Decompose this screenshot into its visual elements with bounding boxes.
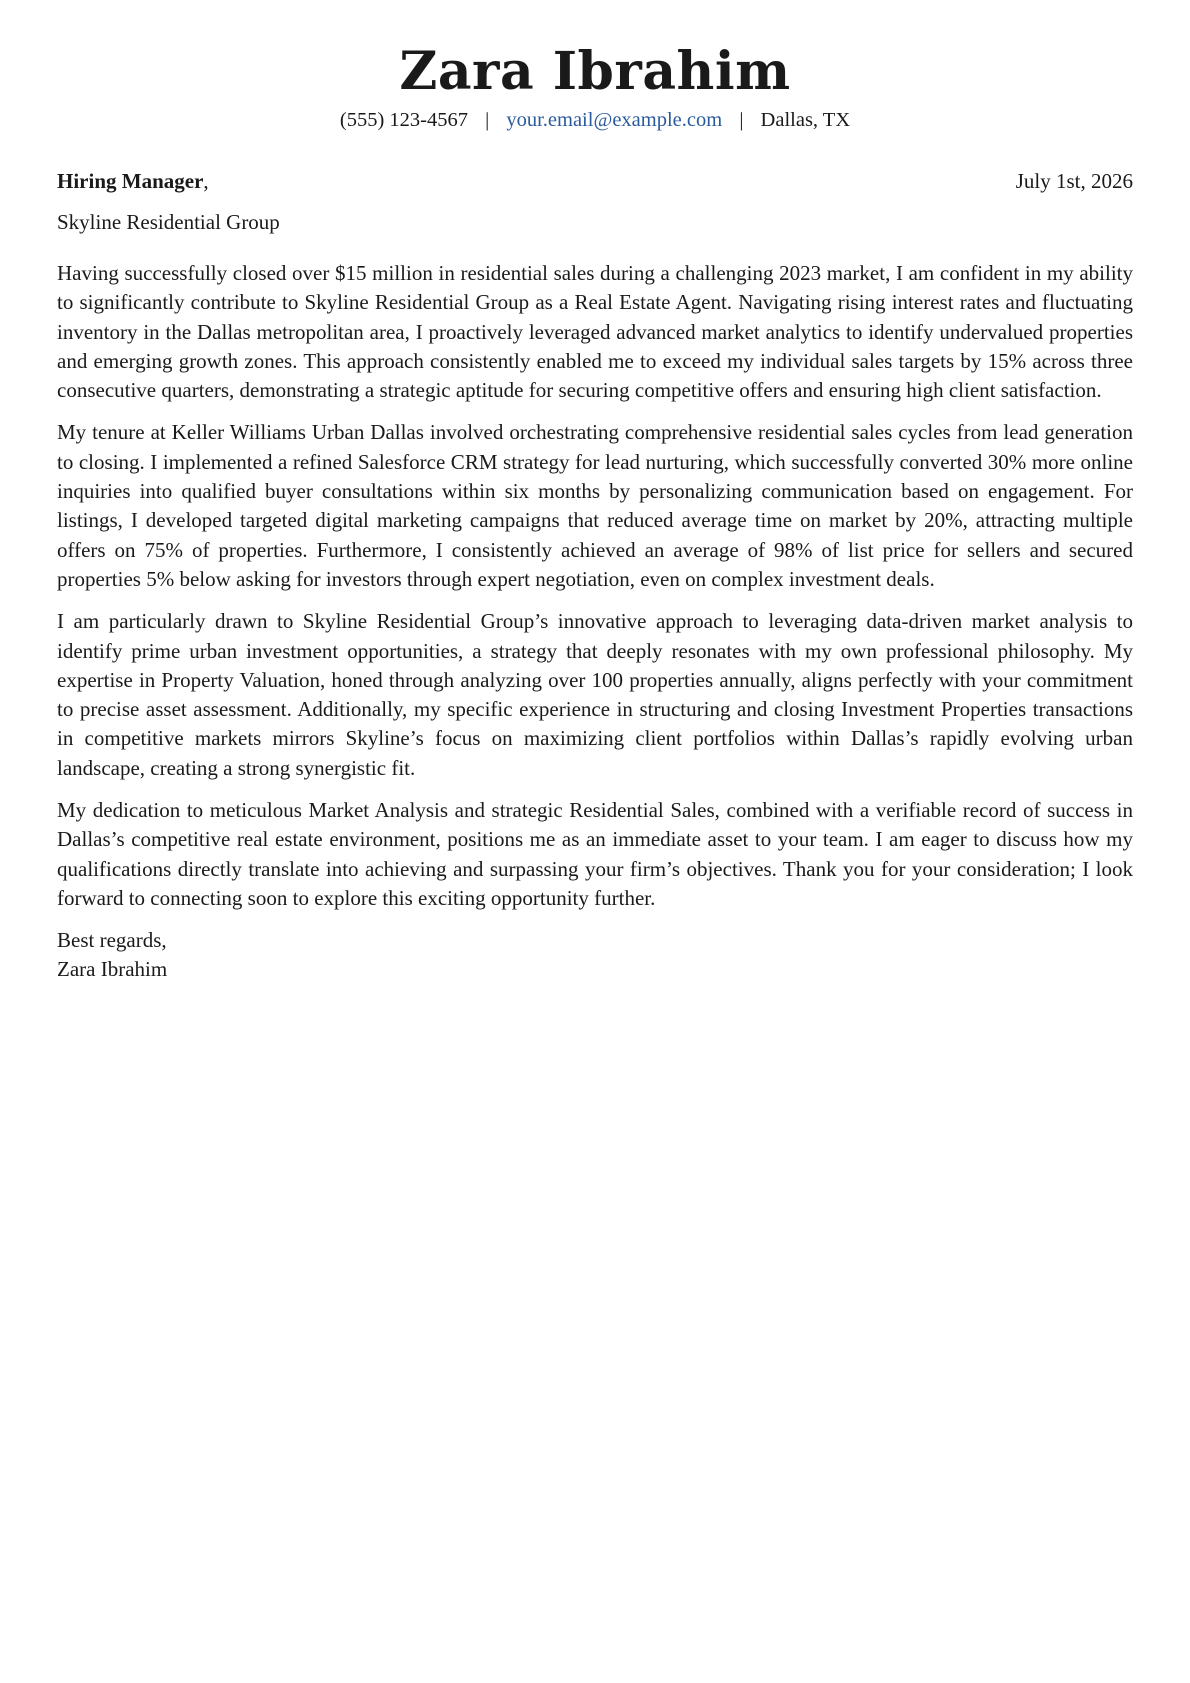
closing-salutation: Best regards, [57, 928, 167, 953]
recipient-date-row [57, 167, 1133, 195]
phone-number: (555) 123-4567 [339, 109, 468, 131]
recipient-name-suffix: , [203, 169, 209, 193]
recipient-company: Skyline Residential Group [57, 210, 280, 234]
email-link[interactable]: your.email@example.com [506, 109, 723, 131]
body-paragraph: Having successfully closed over $15 million in residential sales during a challenging 2023 market, I am confident in my ability to significantly contribute to Skyline Residential Group as a Real Estate Agent. Navigating rising interest rates and fluctuating inventory in the Dallas metropolitan area, I proactively leveraged advanced market analytics to identify undervalued properties and emerging growth zones. This approach consistently enabled me to exceed my individual sales targets by 15% across three consecutive quarters, demonstrating a strategic aptitude for securing competitive offers and ensuring high client satisfaction. [57, 261, 1133, 403]
body-paragraph: My tenure at Keller Williams Urban Dallas involved orchestrating comprehensive residential sales cycles from lead generation to closing. I implemented a refined Salesforce CRM strategy for lead nurturing, which successfully converted 30% more online inquiries into qualified buyer consultations within six months by personalizing communication based on engagement. For listings, I developed targeted digital marketing campaigns that reduced average time on market by 20%, attracting multiple offers on 75% of properties. Furthermore, I consistently achieved an average of 98% of list price for sellers and secured properties 5% below asking for investors through expert negotiation, even on complex investment deals. [57, 420, 1133, 591]
applicant-name: Zara Ibrahim [399, 41, 791, 102]
location: Dallas, TX [760, 109, 851, 131]
body-paragraph: My dedication to meticulous Market Analysis and strategic Residential Sales, combined with a verifiable record of success in Dallas’s competitive real estate environment, positions me as an immediate asset to your team. I am eager to discuss how my qualifications directly translate into achieving and surpassing your firm’s objectives. Thank you for your consideration; I look forward to connecting soon to explore this exciting opportunity further. [57, 798, 1133, 910]
letter-date: July 1st, 2026 [1015, 169, 1133, 193]
letter-closing [57, 926, 1133, 984]
contact-line [57, 106, 1133, 134]
contact-separator: | [739, 109, 744, 131]
recipient-line [57, 167, 209, 195]
recipient-name: Hiring Manager [57, 169, 204, 193]
contact-separator: | [485, 109, 490, 131]
body-paragraph: I am particularly drawn to Skyline Residential Group’s innovative approach to leveraging data-driven market analysis to identify prime urban investment opportunities, a strategy that deeply resonates with my own professional philosophy. My expertise in Property Valuation, honed through analyzing over 100 properties annually, aligns perfectly with your commitment to precise asset assessment. Additionally, my specific experience in structuring and closing Investment Properties transactions in competitive markets mirrors Skyline’s focus on maximizing client portfolios within Dallas’s rapidly evolving urban landscape, creating a strong synergistic fit. [57, 609, 1133, 780]
letter-body [57, 259, 1133, 913]
closing-signature: Zara Ibrahim [57, 957, 168, 982]
